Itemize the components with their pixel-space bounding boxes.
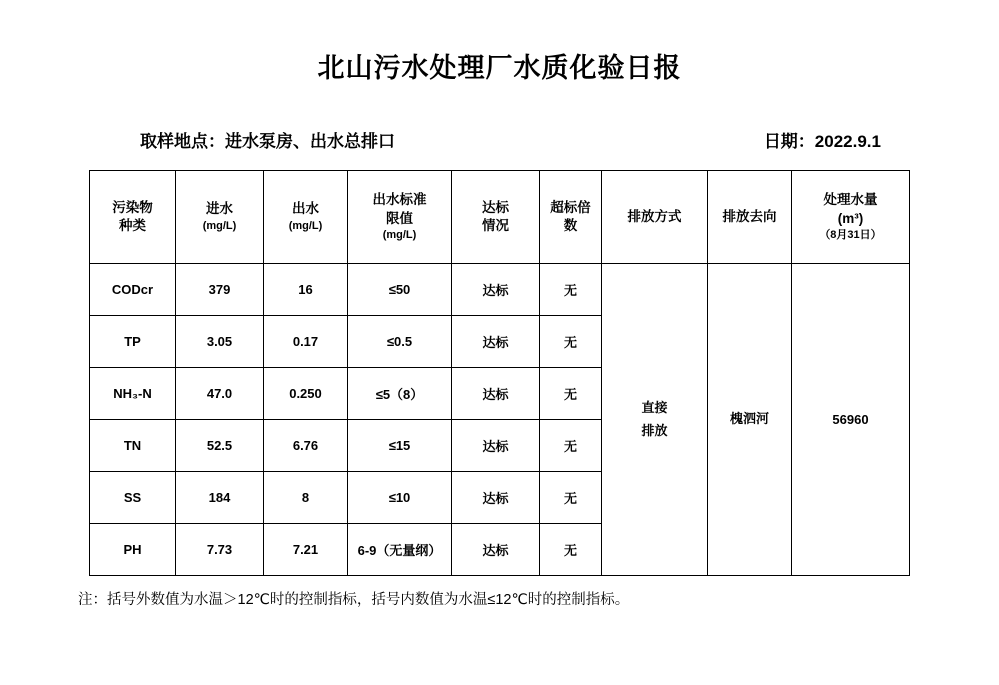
- header-effluent: 出水 (mg/L): [264, 171, 348, 264]
- cell-pollutant: TP: [90, 316, 176, 368]
- table-row: [90, 264, 910, 316]
- cell-influent: 3.05: [176, 316, 264, 368]
- cell-exceed: 无: [540, 316, 602, 368]
- header-influent: 进水 (mg/L): [176, 171, 264, 264]
- cell-effluent: 0.250: [264, 368, 348, 420]
- cell-influent: 52.5: [176, 420, 264, 472]
- cell-exceed: 无: [540, 472, 602, 524]
- page-title: 北山污水处理厂水质化验日报: [317, 53, 682, 83]
- header-compliance: 达标 情况: [452, 171, 540, 264]
- cell-effluent: 6.76: [264, 420, 348, 472]
- cell-standard: ≤5（8）: [348, 368, 452, 420]
- cell-influent: 47.0: [176, 368, 264, 420]
- cell-influent: 184: [176, 472, 264, 524]
- cell-compliance: 达标: [452, 316, 540, 368]
- cell-pollutant: CODcr: [90, 264, 176, 316]
- cell-standard: ≤0.5: [348, 316, 452, 368]
- cell-pollutant: PH: [90, 524, 176, 576]
- cell-discharge-target: 槐泗河: [708, 264, 792, 576]
- header-standard-limit: 出水标准 限值 (mg/L): [348, 171, 452, 264]
- cell-exceed: 无: [540, 420, 602, 472]
- cell-effluent: 8: [264, 472, 348, 524]
- header-water-volume: 处理水量 (m³) （8月31日）: [792, 171, 910, 264]
- cell-effluent: 16: [264, 264, 348, 316]
- cell-compliance: 达标: [452, 524, 540, 576]
- table-header-row: [90, 171, 910, 264]
- cell-influent: 7.73: [176, 524, 264, 576]
- cell-compliance: 达标: [452, 472, 540, 524]
- footnote: 注：括号外数值为水温＞12℃时的控制指标，括号内数值为水温≤12℃时的控制指标。: [78, 592, 630, 608]
- report-date: 日期：2022.9.1: [763, 132, 881, 151]
- cell-water-volume: 56960: [792, 264, 910, 576]
- cell-compliance: 达标: [452, 368, 540, 420]
- cell-compliance: 达标: [452, 264, 540, 316]
- water-quality-table: [89, 170, 910, 576]
- cell-exceed: 无: [540, 524, 602, 576]
- cell-standard: ≤50: [348, 264, 452, 316]
- cell-discharge-method: 直接 排放: [602, 264, 708, 576]
- cell-standard: ≤15: [348, 420, 452, 472]
- header-exceed-multiple: 超标倍 数: [540, 171, 602, 264]
- cell-effluent: 0.17: [264, 316, 348, 368]
- cell-exceed: 无: [540, 368, 602, 420]
- header-pollutant: 污染物 种类: [90, 171, 176, 264]
- header-discharge-target: 排放去向: [708, 171, 792, 264]
- cell-effluent: 7.21: [264, 524, 348, 576]
- cell-pollutant: TN: [90, 420, 176, 472]
- cell-pollutant: SS: [90, 472, 176, 524]
- cell-exceed: 无: [540, 264, 602, 316]
- cell-influent: 379: [176, 264, 264, 316]
- cell-standard: 6-9（无量纲）: [348, 524, 452, 576]
- meta-row: [0, 127, 999, 152]
- cell-compliance: 达标: [452, 420, 540, 472]
- report-page: [0, 46, 999, 685]
- header-discharge-method: 排放方式: [602, 171, 708, 264]
- sample-location: 取样地点：进水泵房、出水总排口: [140, 132, 395, 151]
- cell-pollutant: NH₃-N: [90, 368, 176, 420]
- cell-standard: ≤10: [348, 472, 452, 524]
